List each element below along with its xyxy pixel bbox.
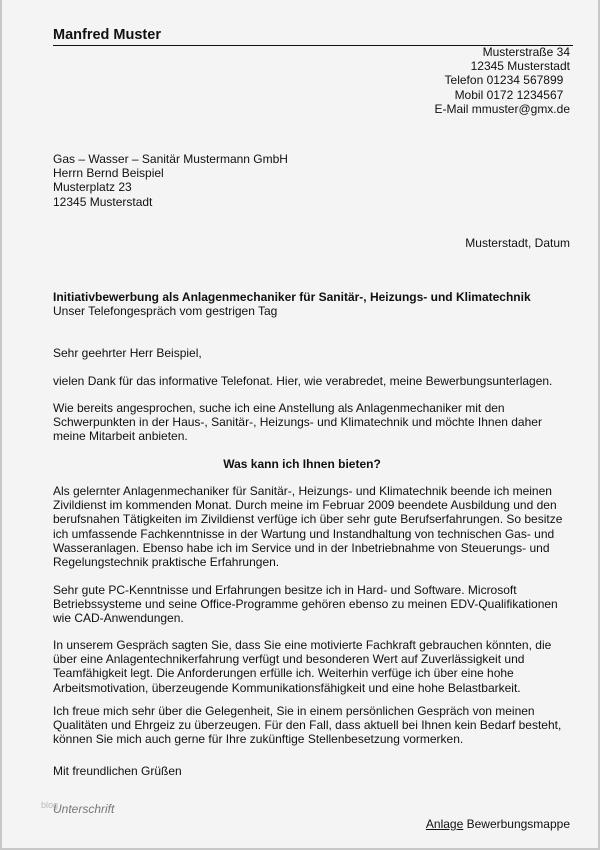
paragraph-6: Ich freue mich sehr über die Gelegenheit, Sie in einem persönlichen Gespräch von meinen Qualitäten und Ehrgeiz zu überzeugen. Für den Fall, dass aktuell bei Ihnen kein Bedarf besteht, können Sie mich auch gerne für Ihre zukünftige Stellenbesetzung vormerken. [53,704,562,747]
paragraph-4: Sehr gute PC-Kenntnisse und Erfahrungen besitze ich in Hard- und Software. Microsoft Betriebssysteme und seine Office-Programme gehören ebenso zu meinen EDV-Qualifikationen wie CAD-Anwendungen. [53,583,558,626]
subject-block [53,290,531,318]
recipient-person: Herrn Bernd Beispiel [53,166,164,181]
sender-name: Manfred Muster [53,27,161,43]
attachment-text: Bewerbungsmappe [463,817,570,831]
signature: Unterschrift [53,802,115,816]
attachment-label: Anlage [425,817,464,831]
sender-street: Musterstraße 34 [482,45,570,59]
paragraph-3: Als gelernter Anlagenmechaniker für Sanitär-, Heizungs- und Klimatechnik beende ich meinen Zivildienst im kommenden Monat. Durch meine im Februar 2009 beendete Ausbildung und den berufsnahen Tätigkeiten im Zivildienst verfüge ich über sehr gute Berufserfahrungen. So besitze ich umfassende Fachkenntnisse in der Wartung und Instandhaltung von technischen Gas- und Wasseranlagen. Ebenso habe ich im Service und in der Inbetriebnahme von Steuerungs- und Regelungstechnik praktische Erfahrungen. [53,484,563,570]
paragraph-5: In unserem Gespräch sagten Sie, dass Sie eine motivierte Fachkraft gebrauchen könnten, die über eine Anlagentechnikerfahrung verfügt und besonderen Wert auf Zuverlässigkeit und Teamfähigkeit legt. Die Anforderungen erfülle ich. Weiterhin verfüge ich über eine hohe Arbeitsmotivation, überzeugende Kommunikationsfähigkeit und eine hohe Belastbarkeit. [53,638,552,695]
letter-date: Musterstadt, Datum [465,236,570,250]
attachment-note [426,817,570,831]
paragraph-1: vielen Dank für das informative Telefonat. Hier, wie verabredet, meine Bewerbungsunterlagen. [53,374,553,388]
subject-reference: Unser Telefongespräch vom gestrigen Tag [53,304,278,319]
section-heading: Was kann ich Ihnen bieten? [223,457,381,471]
closing: Mit freundlichen Grüßen [53,764,182,778]
sender-phone: Telefon 01234 567899 [444,73,570,88]
sender-address [434,45,570,116]
sender-city: 12345 Musterstadt [470,59,570,74]
watermark: blog [41,800,59,810]
recipient-company: Gas – Wasser – Sanitär Mustermann GmbH [53,152,288,166]
recipient-city: 12345 Musterstadt [53,194,153,209]
salutation: Sehr geehrter Herr Beispiel, [53,346,202,360]
sender-mobile: Mobil 0172 1234567 [454,87,570,102]
sender-email: E-Mail mmuster@gmx.de [434,101,570,116]
paragraph-2: Wie bereits angesprochen, suche ich eine Anstellung als Anlagenmechaniker mit den Schwerpunkten in der Haus-, Sanitär-, Heizungs- und Klimatechnik und möchte Ihnen daher meine Mitarbeit anbieten. [53,401,542,444]
recipient-street: Musterplatz 23 [53,180,132,195]
subject-title: Initiativbewerbung als Anlagenmechaniker für Sanitär-, Heizungs- und Klimatechnik [53,290,531,304]
recipient-address [53,152,288,209]
